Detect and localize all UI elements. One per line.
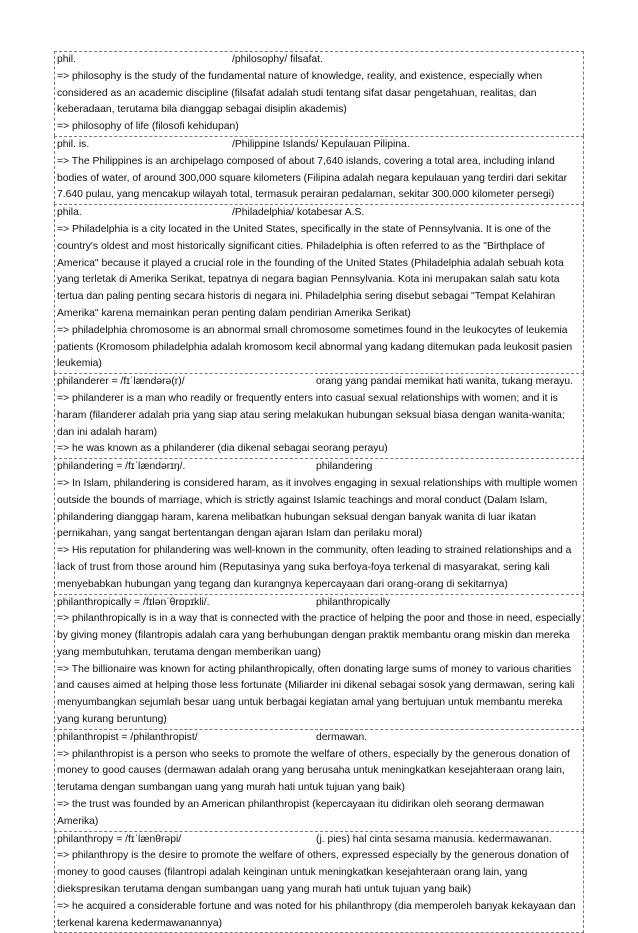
- entry-header: [57, 52, 582, 69]
- entry-definition: orang yang pandai memikat hati wanita, tukang merayu.: [316, 376, 574, 388]
- entry-definition: (j. pies) hal cinta sesama manusia. kedermawanan.: [316, 833, 552, 845]
- dictionary-page: [54, 51, 584, 933]
- entry-term: philanthropically = /fɪlənˈθrɒpɪkli/.: [57, 596, 210, 608]
- entry-line: => His reputation for philandering was well-known in the community, often leading to strained relationships and a lack of trust from those around him (Reputasinya yang suka berfoya-foya terkenal di masyarakat, sering kali menyebabkan hubungan yang tegang dan kurangnya kepercayaan dari orang-orang di sekitarnya): [57, 545, 572, 590]
- entry-line: => philosophy of life (filosofi kehidupan): [57, 121, 239, 133]
- dictionary-entry: [54, 51, 584, 136]
- entry-header: [57, 205, 582, 222]
- entry-line: => philanthropy is the desire to promote the welfare of others, expressed especially by the generous donation of money to good causes (filantropi adalah keinginan untuk meningkatkan kesejahteraan orang lain, yang diekspresikan terutama dengan sumbangan uang yang murah hati untuk tujuan yang baik): [57, 850, 569, 896]
- entry-header: [57, 137, 582, 154]
- entry-line: => philadelphia chromosome is an abnormal small chromosome sometimes found in the leukocytes of leukemia patients (Kromosom philadelphia adalah kromosom kecil abnormal yang kadang ditemukan pada leukosit pasien leukemia): [57, 324, 573, 370]
- entry-definition: /Philadelphia/ kotabesar A.S.: [232, 207, 365, 219]
- entry-line: => The Philippines is an archipelago composed of about 7,640 islands, covering a total area, including inland bodies of water, of around 300,000 square kilometers (Filipina adalah negara kepulauan yang terdiri dari sekitar 7.640 pulau, yang mencakup wilayah total, termasuk perairan pedalaman, sekitar 300.000 kilometer persegi): [57, 155, 568, 201]
- entry-line: => The billionaire was known for acting philanthropically, often donating large sums of money to various charities and causes aimed at helping those less fortunate (Miliarder ini dikenal sebagai sosok yang dermawan, sering kali menyumbangkan sejumlah besar uang untuk berbagai kegiatan amal yang bertujuan untuk membantu mereka yang kurang beruntung): [57, 663, 575, 726]
- dictionary-entry: [54, 831, 584, 933]
- entry-line: => the trust was founded by an American philanthropist (kepercayaan itu didirikan oleh seorang dermawan Amerika): [57, 799, 545, 827]
- entry-header: [57, 730, 582, 747]
- dictionary-entry: [54, 136, 584, 204]
- entry-line: => philanthropist is a person who seeks to promote the welfare of others, especially by the generous donation of money to good causes (dermawan adalah orang yang berusaha untuk meningkatkan kesejahteraan orang lain, terutama dengan sumbangan uang yang murah hati untuk tujuan yang baik): [57, 748, 570, 794]
- entry-line: => he acquired a considerable fortune and was noted for his philanthropy (dia memperoleh banyak kekayaan dan terkenal karena kedermawanannya): [57, 900, 576, 929]
- entry-term: philanthropy = /fɪˈlænθrəpi/: [57, 833, 182, 845]
- entry-line: => he was known as a philanderer (dia dikenal sebagai seorang perayu): [57, 443, 388, 455]
- entry-term: phil. is.: [57, 138, 90, 150]
- dictionary-entry: [54, 204, 584, 373]
- entry-definition: philanthropically: [316, 596, 391, 608]
- entry-definition: philandering: [316, 461, 373, 473]
- entry-line: => In Islam, philandering is considered haram, as it involves engaging in sexual relationships with multiple women outside the bounds of marriage, which is strictly against Islamic teachings and moral conduct (Dalam Islam, philandering dianggap haram, karena melibatkan hubungan seksual dengan banyak wanita di luar ikatan pernikahan, yang sangat bertentangan dengan ajaran Islam dan perilaku moral): [57, 477, 578, 540]
- entry-header: [57, 459, 582, 476]
- entry-line: => philosophy is the study of the fundamental nature of knowledge, reality, and existence, especially when considered as an academic discipline (filsafat adalah studi tentang sifat dasar pengetahuan, realitas, dan keberadaan, terutama bila dianggap sebagai disiplin akademis): [57, 70, 543, 116]
- entry-term: philanthropist = /philanthropist/: [57, 731, 198, 743]
- entry-header: [57, 374, 582, 391]
- entry-term: phil.: [57, 54, 76, 65]
- entry-term: philanderer = /fɪˈlændərə(r)/: [57, 376, 185, 388]
- entry-header: [57, 595, 582, 612]
- dictionary-entry: [54, 373, 584, 458]
- entry-term: philandering = /fɪˈlændərɪŋ/.: [57, 461, 186, 473]
- entry-line: => philanthropically is in a way that is connected with the practice of helping the poor and those in need, especially by giving money (filantropis adalah cara yang berhubungan dengan praktik membantu orang miskin dan mereka yang membutuhkan, terutama dengan memberikan uang): [57, 613, 581, 658]
- dictionary-entry: [54, 729, 584, 831]
- entry-definition: dermawan.: [316, 731, 368, 743]
- dictionary-entry: [54, 458, 584, 593]
- entry-header: [57, 832, 582, 849]
- entry-term: phila.: [57, 207, 82, 219]
- entry-line: => philanderer is a man who readily or frequently enters into casual sexual relationships with women; and it is haram (filanderer adalah pria yang siap atau sering melakukan hubungan seksual biasa dengan wanita-wanita; dan ini adalah haram): [57, 392, 565, 438]
- entry-definition: /Philippine Islands/ Kepulauan Pilipina.: [232, 138, 410, 150]
- dictionary-entry: [54, 594, 584, 729]
- entry-line: => Philadelphia is a city located in the United States, specifically in the state of Pennsylvania. It is one of the country's oldest and most historically significant cities. Philadelphia is often referred to as the "Birthplace of America" because it played a crucial role in the founding of the United States (Philadelphia adalah sebuah kota yang terletak di Amerika Serikat, tepatnya di negara bagian Pennsylvania. Kota ini merupakan salah satu kota tertua dan paling penting secara historis di negara ini. Philadelphia sering disebut sebagai "Tempat Kelahiran Amerika" karena memainkan peran penting dalam pendirian Amerika Serikat): [57, 223, 564, 319]
- entry-definition: /philosophy/ filsafat.: [232, 54, 323, 65]
